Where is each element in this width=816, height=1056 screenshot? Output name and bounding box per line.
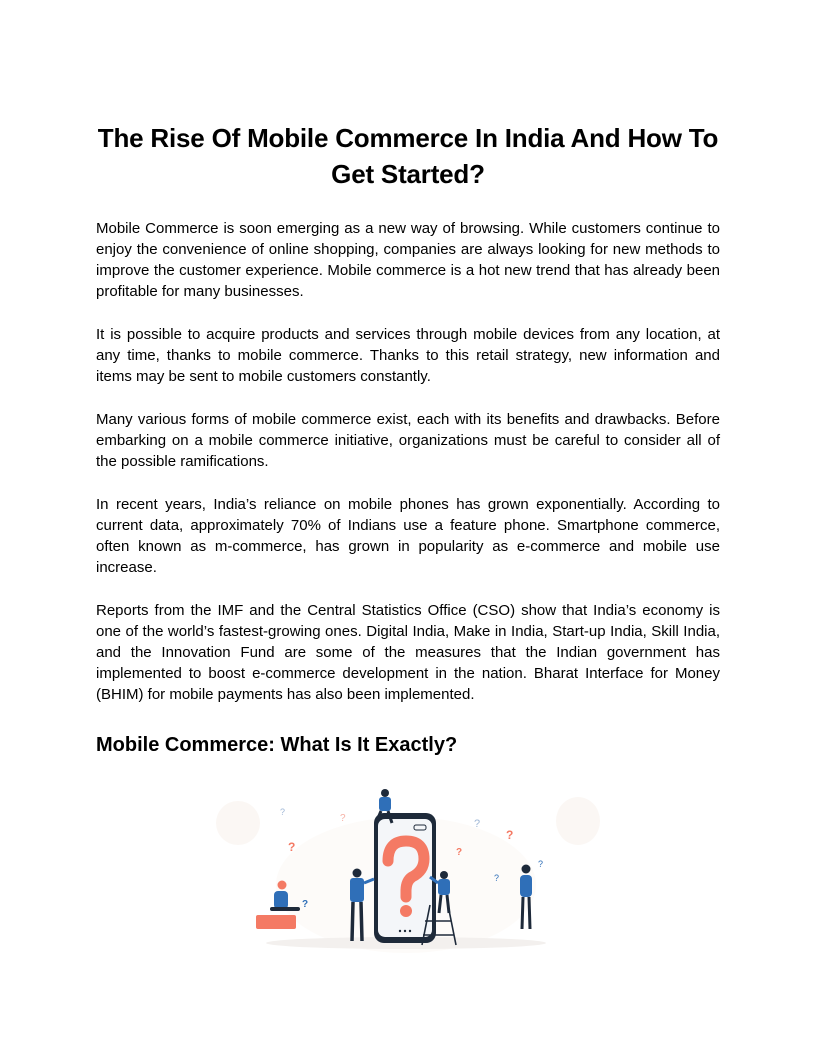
document-page xyxy=(96,120,720,910)
page-title: The Rise Of Mobile Commerce In India And How To Get Started? xyxy=(97,123,719,189)
mobile-question-illustration-icon xyxy=(216,785,600,955)
svg-text:?: ? xyxy=(302,899,309,910)
svg-text:?: ? xyxy=(280,807,286,817)
svg-text:?: ? xyxy=(288,840,296,854)
svg-text:?: ? xyxy=(456,847,463,858)
svg-text:?: ? xyxy=(538,859,544,869)
section-heading: Mobile Commerce: What Is It Exactly? xyxy=(96,734,458,756)
svg-text:?: ? xyxy=(494,873,500,883)
paragraph-1: Mobile Commerce is soon emerging as a new way of browsing. While customers continue to enjoy the convenience of online shopping, companies are always looking for new methods to improve the customer experience. Mobile commerce is a hot new trend that has already been profitable for many businesses. xyxy=(96,220,720,300)
paragraph-3: Many various forms of mobile commerce exist, each with its benefits and drawbacks. Before embarking on a mobile commerce initiative, organizations must be careful to consider all of the possible ramifications. xyxy=(96,411,720,470)
svg-text:?: ? xyxy=(474,818,481,830)
paragraph-4: In recent years, India’s reliance on mobile phones has grown exponentially. According to current data, approximately 70% of Indians use a feature phone. Smartphone commerce, often known as m-commerce, has grown in popularity as e-commerce and mobile use increase. xyxy=(96,496,720,576)
paragraph-5: Reports from the IMF and the Central Statistics Office (CSO) show that India’s economy is one of the world’s fastest-growing ones. Digital India, Make in India, Start-up India, Skill India, and the Innovation Fund are some of the measures that the Indian government has implemented to boost e-commerce development in the nation. Bharat Interface for Money (BHIM) for mobile payments has also been implemented. xyxy=(96,602,720,703)
svg-text:?: ? xyxy=(340,813,346,824)
paragraph-2: It is possible to acquire products and services through mobile devices from any location, at any time, thanks to mobile commerce. Thanks to this retail strategy, new information and items may be sent to mobile customers constantly. xyxy=(96,326,720,385)
svg-text:?: ? xyxy=(506,828,514,842)
